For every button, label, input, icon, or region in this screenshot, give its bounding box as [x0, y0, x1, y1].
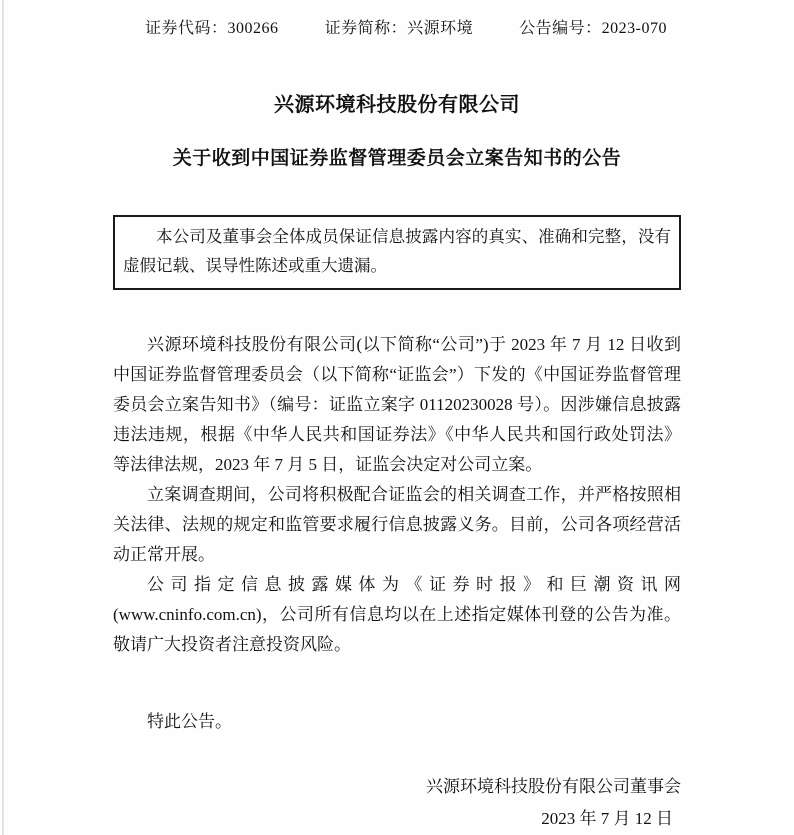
closing-statement: 特此公告。: [147, 712, 232, 731]
announcement-title: 关于收到中国证券监督管理委员会立案告知书的公告: [172, 148, 622, 169]
stock-name-item: [325, 15, 474, 38]
stock-name-label: 证券简称：: [324, 20, 408, 37]
stock-name-value: 兴源环境: [407, 20, 474, 37]
signature-block: [113, 771, 681, 835]
signature-company: 兴源环境科技股份有限公司董事会: [426, 777, 681, 796]
page-left-edge-line: [2, 0, 4, 835]
stock-code-value: 300266: [227, 20, 279, 37]
signature-date: 2023 年 7 月 12 日: [541, 809, 673, 828]
document-header: [113, 0, 681, 38]
declaration-box: [113, 215, 681, 290]
stock-code-item: [145, 15, 279, 38]
announcement-number-item: [519, 15, 667, 38]
company-title: 兴源环境科技股份有限公司: [274, 94, 520, 116]
paragraph-cooperation: 立案调查期间，公司将积极配合证监会的相关调查工作，并严格按照相关法律、法规的规定和监管要求履行信息披露义务。目前，公司各项经营活动正常开展。: [113, 485, 681, 564]
announcement-body: [113, 330, 681, 660]
announcement-number-value: 2023-070: [601, 20, 667, 37]
declaration-text: 本公司及董事会全体成员保证信息披露内容的真实、准确和完整，没有虚假记载、误导性陈述或重大遗漏。: [123, 227, 671, 275]
announcement-number-label: 公告编号：: [519, 20, 602, 37]
stock-code-label: 证券代码：: [145, 20, 228, 37]
paragraph-case-filing: 兴源环境科技股份有限公司(以下简称“公司”)于 2023 年 7 月 12 日收到中国证券监督管理委员会（以下简称“证监会”）下发的《中国证券监督管理委员会立案告知书》（编号：证监立案字 01120230028 号）。因涉嫌信息披露违法违规，根据《中华人民共和国证券法》《中华人民共和国行政处罚法》等法律法规，2023 年 7 月 5 日，证监会决定对公司立案。: [113, 335, 681, 474]
paragraph-disclosure-media: 公司指定信息披露媒体为《证券时报》和巨潮资讯网(www.cninfo.com.cn)，公司所有信息均以在上述指定媒体刊登的公告为准。敬请广大投资者注意投资风险。: [113, 575, 681, 654]
